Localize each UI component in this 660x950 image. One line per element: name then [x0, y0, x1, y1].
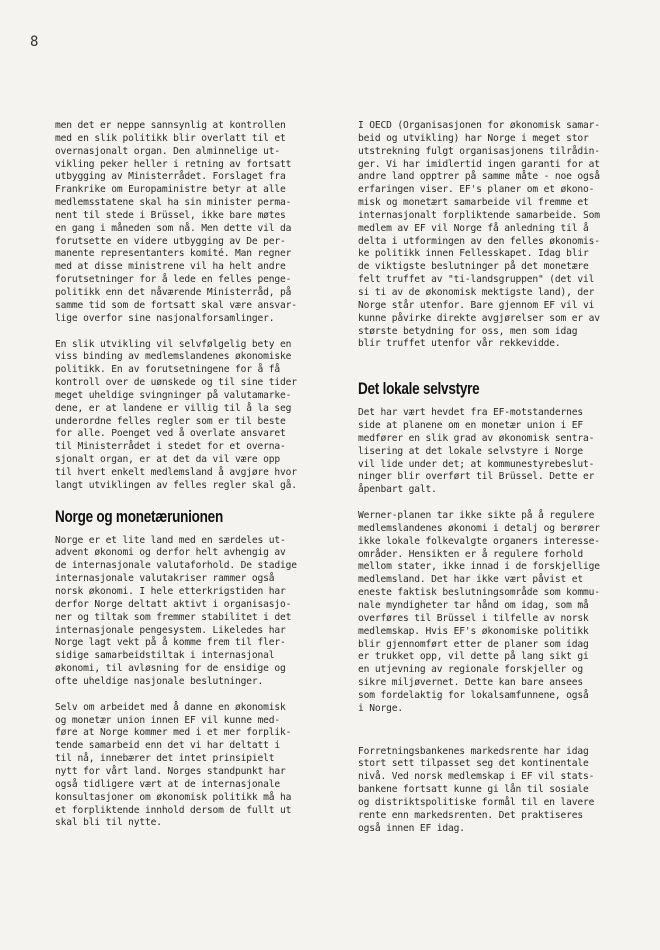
paragraph: Forretningsbankenes markedsrente har idag stort sett tilpasset seg det kontinentale nivå. Ved norsk medlemskap i EF vil stats- bankene fortsatt kunne gi lån til sosiale og distriktspolitiske formål til en lavere rente enn markedsrenten. Det praktiseres også innen EF idag. [358, 745, 595, 834]
section-heading: Norge og monetærunionen [55, 507, 223, 526]
paragraph: men det er neppe sannsynlig at kontrollen med en slik politikk blir overlatt til et overnasjonalt organ. Den alminnelige ut- vikling peker heller i retning av fortsatt utbygging av Ministerrådet. Forslaget fra Frankrike om Europaministre betyr at alle medlemsstatene skal ha sin minister perma- nent til stede i Brüssel, ikke bare møtes en gang i måneden som nå. Men dette vil da forutsette en videre utbygging av De per- manente representanters komité. Man regner med at disse ministrene vil ha helt andre forutsetninger for å lede en felles penge- politikk enn det nåværende Ministerråd, på samme tid som de fortsatt skal være ansvar- lige overfor sine nasjonalforsamlinger. [55, 120, 297, 324]
paragraph: I OECD (Organisasjonen for økonomisk samar- beid og utvikling) har Norge i meget stor utstrekning fulgt organisasjonens tilrådin- ger. Vi har imidlertid ingen garanti for at andre land opptrer på samme måte - noe også erfaringen viser. EF's planer om et økono- misk og monetært samarbeide vil fremme et internasjonalt forpliktende samarbeide. Som medlem av EF vil Norge få anledning til å delta i utformingen av den felles økonomis- ke politikk innen Fellesskapet. Idag blir de viktigste beslutninger på det monetære felt truffet av "ti-landsgruppen" (det vil si ti av de økonomisk mektigste land), der Norge står utenfor. Bare gjennom EF vil vi kunne påvirke direkte avgjørelser som er av største betydning for oss, men som idag blir truffet utenfor vår rekkevidde. [358, 120, 600, 350]
section-heading: Det lokale selvstyre [358, 380, 480, 399]
left-column [55, 120, 330, 843]
right-column [358, 120, 628, 849]
paragraph: Werner-planen tar ikke sikte på å regulere medlemslandenes økonomi i detalj og berører ikke lokale folkevalgte organers interesse- områder. Hensikten er å regulere forhold mellom stater, ikke innad i de forskjellige medlemsland. Det har ikke vært påvist et eneste faktisk beslutningsområde som kommu- nale myndigheter tar hånd om idag, som må overføres til Brüssel i tilfelle av norsk medlemskap. Hvis EF's økonomiske politikk blir gjennomført etter de planer som idag er trukket opp, vil dette på lang sikt gi en utjevning av regionale forskjeller og sikre miljøvernet. Dette kan bare ansees som fordelaktig for lokalsamfunnene, også i Norge. [358, 510, 600, 714]
paragraph: Selv om arbeidet med å danne en økonomisk og monetær union innen EF vil kunne med- føre at Norge kommer med i et mer forplik- tende samarbeid enn det vi har deltatt i til nå, innebærer det intet prinsipielt nytt for vårt land. Norges standpunkt har også tidligere vært at de internasjonale konsultasjoner om økonomisk politikk må ha et forpliktende innhold dersom de fullt ut skal bli til nytte. [55, 701, 292, 829]
paragraph: Det har vært hevdet fra EF-motstandernes side at planene om en monetær union i EF medfører en slik grad av økonomisk sentra- lisering at det lokale selvstyre i Norge vil lide under det; at kommunestyrebeslut- ninger blir overført til Brüssel. Dette er åpenbart galt. [358, 407, 595, 496]
paragraph: Norge er et lite land med en særdeles ut- advent økonomi og derfor helt avhengig av de internasjonale valutaforhold. De stadige internasjonale valutakriser rammer også norsk økonomi. I hele etterkrigstiden har derfor Norge deltatt aktivt i organisasjo- ner og tiltak som fremmer stabilitet i det internasjonale pengesystem. Likeledes har Norge lagt vekt på å komme frem til fler- sidige samarbeidstiltak i internasjonal økonomi, til avløsning for de ensidige og ofte uheldige nasjonale beslutninger. [55, 534, 297, 687]
paragraph: En slik utvikling vil selvfølgelig bety en viss binding av medlemslandenes økonomiske politikk. En av forutsetningene for å få kontroll over de uønskede og til sine tider meget uheldige svingninger på valutamarke- dene, er at landene er villig til å la seg underordne felles regler som er til beste for alle. Poenget ved å overlate ansvaret til Ministerrådet i stedet for et overna- sjonalt organ, er at det da vil være opp til hvert enkelt medlemsland å avgjøre hvor langt utviklingen av felles regler skal gå. [55, 338, 297, 491]
page-number: 8 [30, 34, 39, 50]
